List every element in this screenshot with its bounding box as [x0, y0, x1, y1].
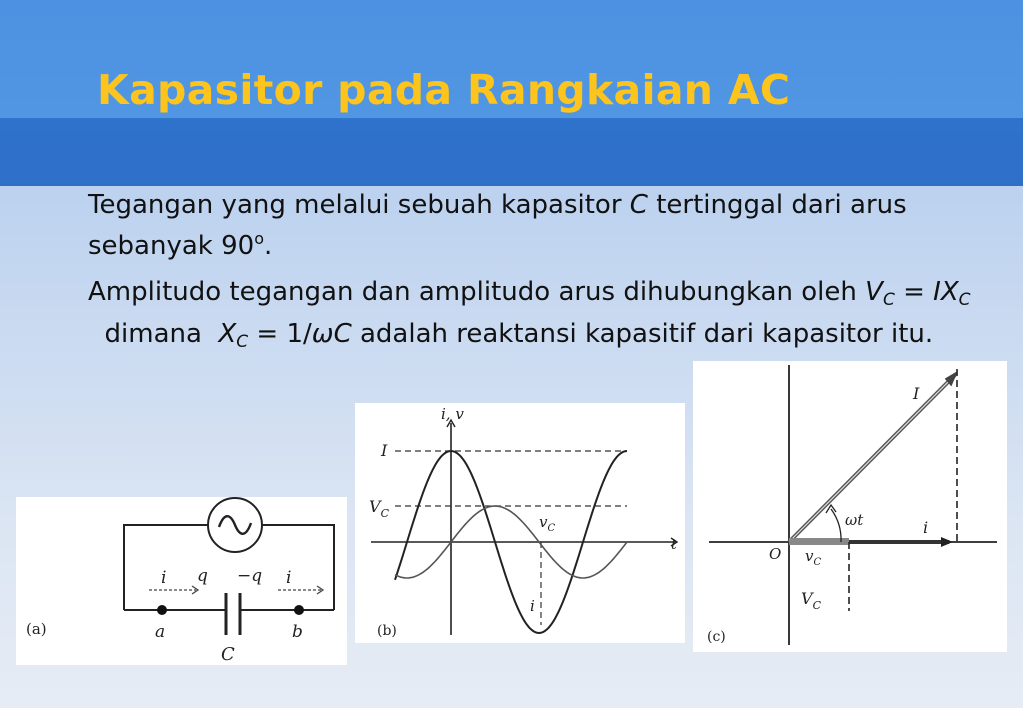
symbol-v: V: [865, 277, 883, 307]
voltage-projection: [789, 538, 849, 545]
label-v-sub: C: [812, 599, 821, 612]
subscript-c: C: [958, 290, 971, 310]
label-v: V: [369, 497, 381, 516]
symbol-c: C: [629, 190, 648, 220]
symbol-x: X: [218, 319, 237, 349]
label-voltage-curve: [539, 513, 555, 534]
subscript-c: C: [236, 332, 249, 352]
slide-title: Kapasitor pada Rangkaian AC: [97, 66, 791, 114]
caption-a: (a): [26, 620, 47, 638]
angle-arc: [831, 509, 841, 542]
label-v: v: [805, 547, 814, 565]
label-v-sub: C: [547, 523, 556, 534]
label-current-curve: i: [530, 597, 535, 615]
label-current-left: i: [161, 568, 167, 588]
figure-waveforms: [355, 403, 685, 643]
symbol-c: C: [333, 319, 352, 349]
label-current-right: i: [286, 568, 292, 588]
text-span: Amplitudo tegangan dan amplitudo arus dihubungkan oleh: [88, 277, 866, 307]
label-current-phasor: I: [913, 384, 920, 403]
current-projection-arrow-icon: [941, 537, 953, 547]
label-capacitor-c: C: [221, 644, 235, 665]
label-current-projection: i: [923, 518, 929, 537]
degree-superscript: o: [254, 229, 264, 248]
text-span: .: [263, 231, 273, 261]
figure-phasor: [693, 361, 1007, 652]
text-span: Tegangan yang melalui sebuah kapasitor: [88, 190, 630, 220]
label-peak-voltage: [801, 589, 822, 612]
label-v: v: [539, 513, 548, 531]
label-v-sub: C: [380, 507, 389, 520]
text-span: =: [894, 277, 934, 307]
label-peak-voltage: [369, 497, 390, 520]
caption-b: (b): [377, 623, 397, 639]
label-charge-q: q: [197, 566, 208, 586]
slide-body: [88, 188, 988, 371]
text-span: adalah reaktansi kapasitif dari kapasitor itu.: [351, 319, 934, 349]
label-axis-t: t: [671, 537, 677, 553]
label-peak-current: I: [381, 441, 388, 460]
label-charge-minus-q: −q: [237, 566, 263, 586]
label-node-b: b: [292, 622, 303, 642]
sine-wave-icon: [219, 516, 251, 534]
node-a: [157, 605, 167, 615]
circuit-wire-right: [262, 525, 334, 610]
node-b: [294, 605, 304, 615]
label-voltage-projection: [805, 547, 821, 568]
label-v: V: [801, 589, 813, 608]
symbol-omega: ω: [311, 319, 334, 349]
paragraph-phase-lag: [88, 188, 988, 263]
figure-circuit: [16, 497, 347, 665]
label-phase-angle: ωt: [845, 511, 864, 529]
paragraph-amplitude: [88, 275, 988, 359]
label-v-sub: C: [813, 557, 822, 568]
label-axis-y: i, v: [441, 405, 464, 423]
label-origin: O: [769, 545, 782, 563]
text-span: tertinggal dari arus sebanyak 90: [88, 190, 907, 261]
text-span: dimana: [88, 319, 219, 349]
symbol-ix: IX: [933, 277, 959, 307]
label-node-a: a: [155, 622, 166, 642]
subscript-c: C: [882, 290, 895, 310]
text-span: = 1/: [248, 319, 312, 349]
caption-c: (c): [707, 629, 726, 645]
